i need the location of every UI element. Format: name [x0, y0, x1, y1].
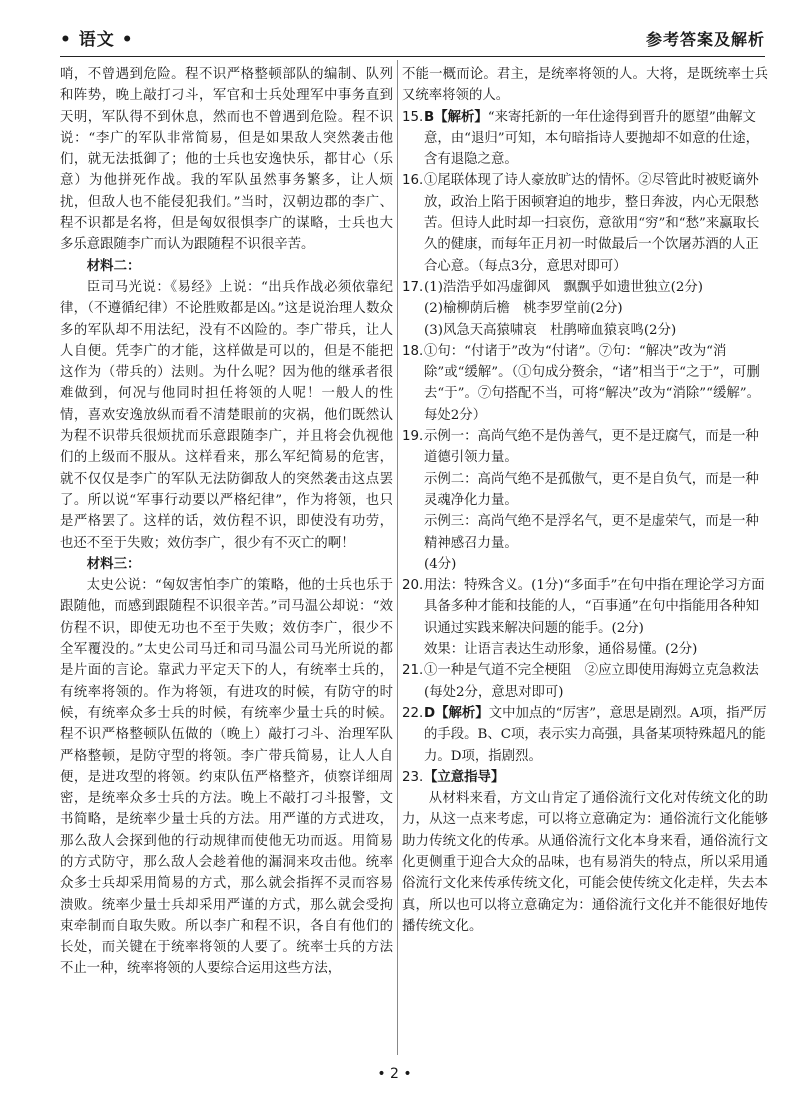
- column-divider: [397, 60, 398, 1055]
- answer-body: [424, 170, 768, 276]
- answer-text-line: (2)榆柳荫后檐 桃李罗堂前(2分): [424, 301, 623, 317]
- answer-item: [402, 660, 773, 703]
- answer-item: [402, 575, 768, 660]
- answer-text: “来寄托新的一年仕途得到晋升的愿望”曲解文意，由“退归”可知，本句暗指诗人要抛却不如意的仕途，含有退隐之意。: [424, 109, 760, 168]
- answer-number: 16.: [402, 173, 424, 189]
- answer-text: ①一种是气道不完全梗阻 ②应立即使用海姆立克急救法 (每处2分，意思对即可): [424, 663, 773, 700]
- answer-number: 15.: [402, 109, 424, 125]
- answer-text: ①句：“付诸于”改为“付诸”。⑦句：“解决”改为“消除”或“缓解”。（①句成分赘余，“诸”相当于“之于”，可删去“于”。⑦句搭配不当，可将“解决”改为“消除”“缓解”。每处2分）: [424, 343, 760, 423]
- answer-item: [402, 426, 768, 575]
- answer-body: [424, 703, 768, 767]
- answer-number: 20.: [402, 578, 424, 594]
- answer-number: 18.: [402, 343, 424, 359]
- answer-tag: D【解析】: [424, 705, 489, 721]
- paragraph: 从材料来看，方文山肯定了通俗流行文化对传统文化的助力，从这一点来考虑，可以将立意确定为：通俗流行文化能够助力传统文化的传承。从通俗流行文化本身来看，通俗流行文化更侧重于迎合大众的品味，也有易消失的特点，所以采用通俗流行文化来传承传统文化，可能会使传统文化走样，失去本真，所以也可以将立意确定为：通俗流行文化并不能很好地传播传统文化。: [402, 791, 768, 934]
- answer-text: ①尾联体现了诗人豪放旷达的情怀。②尽管此时被贬谪外放，政治上陷于困顿窘迫的地步，整日奔波，内心无限愁苦。但诗人此时却一扫哀伤，意欲用“穷”和“愁”来赢取长久的健康，而每年正月初一时做最后一个饮屠苏酒的人正合心意。（每点3分，意思对即可）: [424, 173, 760, 274]
- answer-text-line: (4分): [424, 556, 457, 572]
- answer-number: 19.: [402, 429, 424, 445]
- answer-text-line: 效果：让语言表达生动形象，通俗易懂。(2分): [424, 642, 698, 658]
- answer-item: [402, 341, 768, 426]
- paragraph: 臣司马光说：《易经》上说：“出兵作战必须依靠纪律，（不遵循纪律）不论胜败都是凶。”这是说治理人数众多的军队却不用法纪，没有不凶险的。李广带兵，让人人自便。凭李广的才能，这样做是可以的，但是不能把这作为（带兵的）法则。为什么呢？因为他的继承者很难做到，何况与他同时担任将领的人呢！一般人的性情，喜欢安逸放纵而看不清楚眼前的灾祸，他们既然认为程不识带兵很烦扰而乐意跟随李广，并且将会仇视他们的上级而不服从。这样看来，那么军纪简易的危害，就不仅仅是李广的军队无法防御敌人的突然袭击这点罢了。所以说“军事行动要以严格纪律”，作为将领，也只是严格罢了。这样的话，效仿程不识，即使没有功劳，也还不至于失败；效仿李广，很少有不灭亡的啊！: [60, 279, 393, 551]
- answer-text: 文中加点的“厉害”，意思是剧烈。A项，指严厉的手段。B、C项，表示实力高强，具备某项特殊超凡的能力。D项，指剧烈。: [424, 705, 767, 764]
- answer-number: 23.: [402, 769, 424, 785]
- section-heading: 材料三：: [86, 556, 141, 572]
- header-title: 参考答案及解析: [645, 30, 765, 49]
- answer-item: [402, 107, 768, 171]
- answer-item: [402, 703, 768, 767]
- page-header: [60, 16, 765, 57]
- answer-body: [424, 341, 768, 426]
- left-column: [60, 64, 393, 980]
- answer-text-line: 示例二：高尚气绝不是孤傲气，更不是自负气，而是一种灵魂净化力量。: [424, 471, 759, 508]
- subject-label: • 语文 •: [60, 30, 134, 50]
- answer-tag: B【解析】: [424, 109, 488, 125]
- paragraph: 不能一概而论。君主，是统率将领的人。大将，是既统率士兵又统率将领的人。: [402, 67, 768, 104]
- answer-body: [424, 426, 768, 575]
- answer-item: [402, 767, 768, 788]
- answer-text: 示例一：高尚气绝不是伪善气，更不是迂腐气，而是一种道德引领力量。: [424, 429, 759, 466]
- paragraph: 哨，不曾遇到危险。程不识严格整顿部队的编制、队列和阵势，晚上敲打刁斗，军官和士兵处理军中事务直到天明，军队得不到休息，然而也不曾遇到危险。程不识说：“李广的军队非常简易，但是如果敌人突然袭击他们，就无法抵御了；他的士兵也安逸快乐，都甘心（乐意）为他拼死作战。我的军队虽然事务繁多，让人烦扰，但敌人也不能侵犯我们。”当时，汉朝边郡的李广、程不识都是名将，但是匈奴很惧李广的谋略，士兵也大多乐意跟随李广而认为跟随程不识很辛苦。: [60, 67, 393, 253]
- answer-list: [402, 107, 773, 789]
- right-column: [402, 64, 773, 937]
- answer-body: [424, 107, 768, 171]
- answer-number: 21.: [402, 663, 424, 679]
- answer-text-line: (3)风急天高猿啸哀 杜鹃啼血猿哀鸣(2分): [424, 322, 677, 338]
- answer-item: [402, 170, 768, 276]
- paragraph: 太史公说：“匈奴害怕李广的策略，他的士兵也乐于跟随他，而感到跟随程不识很辛苦。”司马温公却说：“效仿程不识，即使无功也不至于失败；效仿李广，很少不全军覆没的。”太史公司马迁和司马温公司马光所说的都是片面的言论。靠武力平定天下的人，有统率士兵的，有统率将领的。作为将领，有进攻的时候，有防守的时候，有统率众多士兵的时候，有统率少量士兵的时候。程不识严格整顿队伍做的（晚上）敲打刁斗、治理军队严格整顿，是防守型的将领。李广带兵简易，让人人自便，是进攻型的将领。约束队伍严格整齐，侦察详细周密，是统率众多士兵的方法。晚上不敲打刁斗报警，文书简略，是统率少量士兵的方法。用严谨的方式进攻，那么敌人会探到他的行动规律而使他无功而返。用简易的方式防守，那么敌人会趁着他的漏洞来攻击他。统率众多士兵却采用简易的方式，那么就会指挥不灵而容易溃败。统率少量士兵却采用严谨的方式，那么就会受拘束牵制而自取失败。所以李广和程不识，各自有他们的长处，而关键在于统率将领的人要了。统率士兵的方法不止一种，统率将领的人要综合运用这些方法，: [60, 578, 393, 977]
- answer-text: 用法：特殊含义。(1分)“多面手”在句中指在理论学习方面具备多种才能和技能的人，“百事通”在句中指能用各种知识通过实践来解决问题的能手。(2分): [424, 578, 765, 636]
- answer-body: [424, 575, 768, 660]
- answer-body: [424, 660, 773, 703]
- answer-text: (1)浩浩乎如冯虚御风 飘飘乎如遗世独立(2分): [424, 279, 703, 295]
- answer-tag: 【立意指导】: [424, 769, 505, 785]
- answer-number: 17.: [402, 279, 424, 295]
- answer-body: [424, 277, 768, 341]
- answer-text-line: 示例三：高尚气绝不是浮名气，更不是虚荣气，而是一种精神感召力量。: [424, 514, 759, 551]
- answer-item: [402, 277, 768, 341]
- section-heading: 材料二：: [86, 258, 141, 274]
- answer-number: 22.: [402, 705, 424, 721]
- page-number: • 2 •: [377, 1066, 412, 1082]
- answer-body: [424, 767, 768, 788]
